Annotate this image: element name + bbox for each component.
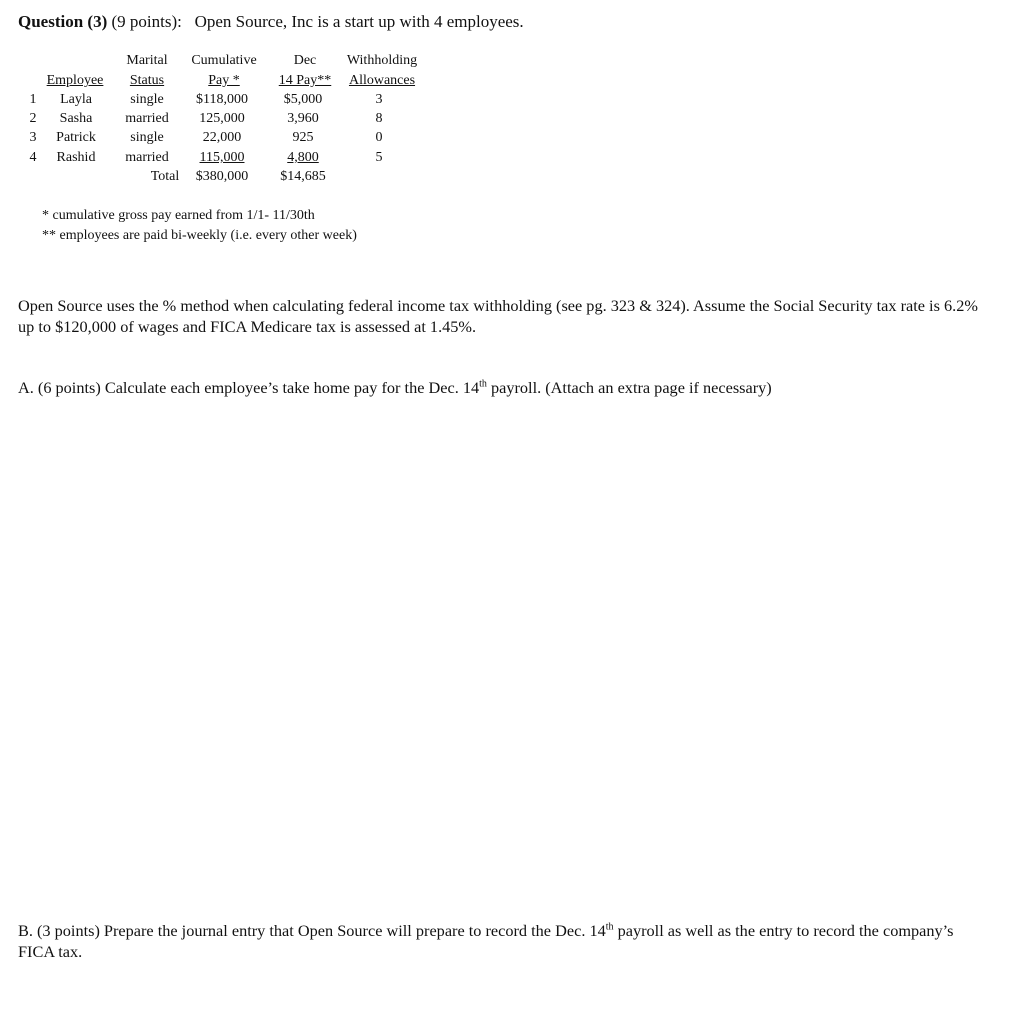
dec-pay: 925 — [292, 130, 314, 145]
withholding-allowances: 3 — [375, 92, 383, 107]
total-cumulative-pay: $380,000 — [195, 169, 249, 184]
part-b-ordinal: th — [605, 921, 614, 933]
employee-name: Patrick — [56, 130, 96, 145]
cumulative-pay: 22,000 — [202, 130, 242, 145]
part-a-ordinal: th — [479, 378, 487, 390]
question-heading — [18, 12, 524, 32]
total-dec-pay: $14,685 — [280, 169, 326, 184]
row-number: 1 — [29, 92, 37, 107]
marital-status: married — [125, 150, 169, 165]
header-withholding-bottom: Allowances — [348, 73, 416, 88]
marital-status: single — [130, 130, 164, 145]
total-label: Total — [150, 169, 180, 184]
part-b-text-end: payroll as well as the entry to record the company’s FICA tax. — [18, 921, 954, 961]
marital-status: single — [130, 92, 164, 107]
row-number: 2 — [29, 111, 37, 126]
question-intro: Open Source, Inc is a start up with 4 employees. — [194, 12, 524, 31]
header-withholding-top: Withholding — [346, 53, 418, 68]
header-employee: Employee — [46, 73, 104, 88]
part-b-text: B. (3 points) Prepare the journal entry that Open Source will prepare to record the Dec. 14 — [18, 921, 606, 940]
header-cumulative-top: Cumulative — [191, 53, 257, 68]
dec-pay: 3,960 — [287, 111, 319, 126]
employee-name: Sasha — [59, 111, 93, 126]
question-label: Question (3) — [18, 12, 108, 31]
dec-pay: 4,800 — [287, 150, 319, 165]
header-cumulative-bottom: Pay * — [208, 73, 240, 88]
withholding-allowances: 8 — [375, 111, 383, 126]
footnote-cumulative: * cumulative gross pay earned from 1/1- 11/30th — [42, 208, 315, 223]
cumulative-pay: 125,000 — [199, 111, 245, 126]
part-a-text: A. (6 points) Calculate each employee’s take home pay for the Dec. 14 — [18, 378, 480, 397]
dec-pay: $5,000 — [283, 92, 323, 107]
row-number: 4 — [29, 150, 37, 165]
header-dec-top: Dec — [293, 53, 317, 68]
tax-instructions: Open Source uses the % method when calculating federal income tax withholding (see pg. 323 & 324). Assume the Social Security tax rate is 6.2% up to $120,000 of wages and FICA Medicare tax is assessed at 1.45%. — [18, 296, 978, 336]
header-marital-top: Marital — [126, 53, 168, 68]
footnote-biweekly: ** employees are paid bi-weekly (i.e. every other week) — [42, 228, 357, 243]
withholding-allowances: 0 — [375, 130, 383, 145]
part-b-prompt — [18, 920, 978, 962]
question-points: (9 points): — [111, 12, 182, 31]
cumulative-pay: $118,000 — [196, 92, 248, 107]
header-dec-bottom: 14 Pay** — [278, 73, 332, 88]
withholding-allowances: 5 — [375, 150, 383, 165]
marital-status: married — [125, 111, 169, 126]
cumulative-pay: 115,000 — [199, 150, 245, 165]
part-a-prompt — [18, 377, 978, 398]
row-number: 3 — [29, 130, 37, 145]
part-a-text-end: payroll. (Attach an extra page if necessary) — [486, 378, 772, 397]
header-marital-bottom: Status — [129, 73, 165, 88]
employee-name: Rashid — [56, 150, 96, 165]
employee-name: Layla — [60, 92, 92, 107]
